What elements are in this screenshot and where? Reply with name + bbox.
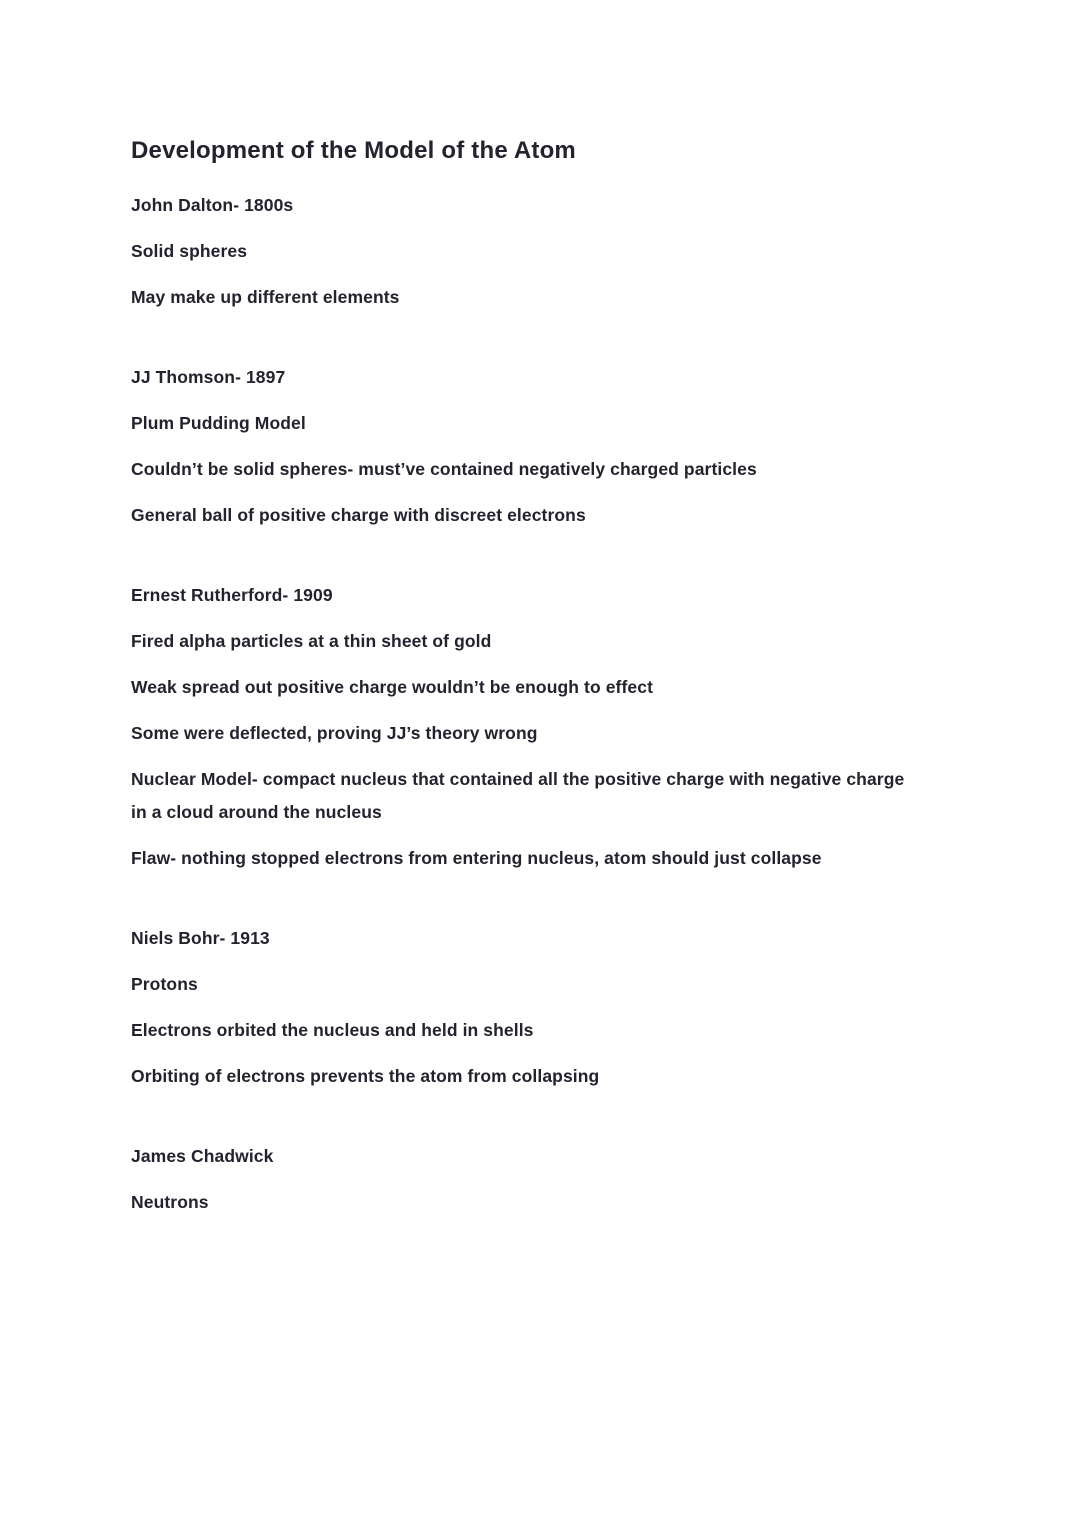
note-line: Weak spread out positive charge wouldn’t be enough to effect — [131, 677, 653, 697]
section-heading: John Dalton- 1800s — [131, 195, 294, 215]
note-line: Orbiting of electrons prevents the atom from collapsing — [131, 1066, 600, 1086]
note-line: Flaw- nothing stopped electrons from entering nucleus, atom should just collapse — [131, 848, 822, 868]
note-line: Neutrons — [131, 1192, 209, 1212]
section-james-chadwick — [131, 1140, 925, 1219]
section-john-dalton — [131, 189, 925, 314]
section-heading: Ernest Rutherford- 1909 — [131, 585, 333, 605]
section-niels-bohr — [131, 922, 925, 1093]
note-line: Fired alpha particles at a thin sheet of gold — [131, 631, 492, 651]
section-heading: James Chadwick — [131, 1146, 274, 1166]
note-line: Couldn’t be solid spheres- must’ve contained negatively charged particles — [131, 459, 757, 479]
note-line: Some were deflected, proving JJ’s theory wrong — [131, 723, 538, 743]
note-line: May make up different elements — [131, 287, 400, 307]
page-title: Development of the Model of the Atom — [131, 137, 576, 164]
note-line: Solid spheres — [131, 241, 248, 261]
note-line: General ball of positive charge with discreet electrons — [131, 505, 586, 525]
section-heading: Niels Bohr- 1913 — [131, 928, 270, 948]
note-line: Plum Pudding Model — [131, 413, 306, 433]
note-line: Nuclear Model- compact nucleus that contained all the positive charge with negative charge in a cloud around the nucleus — [131, 769, 905, 822]
section-jj-thomson — [131, 361, 925, 532]
section-ernest-rutherford — [131, 579, 925, 875]
section-heading: JJ Thomson- 1897 — [131, 367, 286, 387]
note-line: Electrons orbited the nucleus and held in shells — [131, 1020, 534, 1040]
note-line: Protons — [131, 974, 198, 994]
